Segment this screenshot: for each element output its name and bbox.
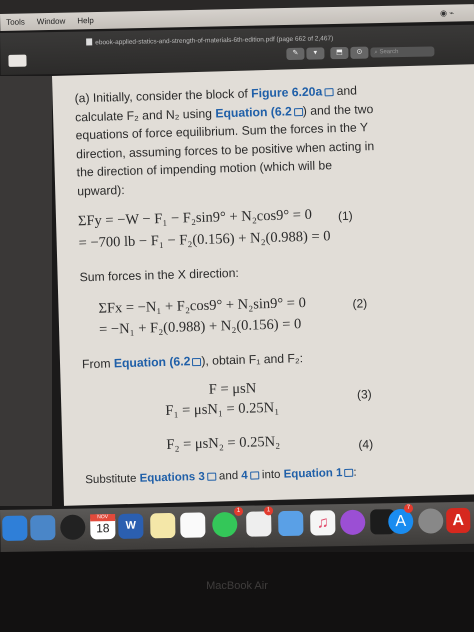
laptop-brand: MacBook Air xyxy=(206,580,268,592)
menu-tools[interactable]: Tools xyxy=(6,17,25,27)
photos-badge: 1 xyxy=(264,506,273,515)
markup-button[interactable]: ✎ xyxy=(286,48,304,60)
system-preferences-icon[interactable] xyxy=(418,508,443,533)
finder-icon[interactable] xyxy=(2,516,27,541)
menu-window[interactable]: Window xyxy=(36,16,66,27)
status-icons: ◉ ⌁ xyxy=(439,8,455,18)
app-store-badge: 7 xyxy=(404,504,413,513)
app-store-icon[interactable]: A xyxy=(388,509,413,534)
subst-text-4: : xyxy=(353,466,357,479)
calendar-icon[interactable] xyxy=(90,514,115,539)
markup-dropdown-icon[interactable]: ▾ xyxy=(306,47,324,59)
pdf-icon xyxy=(86,38,92,45)
notes-icon[interactable] xyxy=(150,513,175,538)
equation-1-link[interactable]: Equation 1 xyxy=(283,467,343,481)
search-icon: ⌕ xyxy=(374,49,378,56)
sidebar-toggle-button[interactable] xyxy=(8,55,26,67)
equation-4-number: (4) xyxy=(358,437,374,452)
acrobat-icon[interactable]: A xyxy=(446,508,470,533)
window-left-edge xyxy=(0,76,52,506)
equation-1-number: (1) xyxy=(337,208,353,224)
substitute-text xyxy=(85,464,357,490)
podcasts-icon[interactable] xyxy=(340,510,365,535)
calendar-day: 18 xyxy=(96,521,110,536)
book-icon[interactable] xyxy=(294,108,303,116)
book-icon[interactable] xyxy=(324,88,333,96)
equation-3-number: (3) xyxy=(356,387,372,402)
search-field[interactable] xyxy=(370,46,434,57)
from-text-2: ), obtain F₁ and F₂: xyxy=(201,351,304,368)
equation-3-line-1: F = μsN xyxy=(208,380,257,398)
screen-icon[interactable] xyxy=(278,511,303,536)
equation-2-number: (2) xyxy=(352,296,368,311)
pdf-page xyxy=(52,64,474,506)
laptop-bezel xyxy=(0,552,474,632)
from-text-1: From xyxy=(81,356,115,372)
equation-2-line-1: ΣFx = −N₁ + F₂cos9° + N₂sin9° = 0 xyxy=(98,295,307,317)
equation-2-line-2: = −N₁ + F₂(0.988) + N₂(0.156) = 0 xyxy=(98,316,302,338)
subst-text-2: and xyxy=(215,469,242,483)
music-icon[interactable]: ♫ xyxy=(310,510,335,535)
equation-1-line-1: ΣFy = −W − F₁ − F₂sin9° + N₂cos9° = 0 xyxy=(77,206,313,230)
word-icon[interactable]: W xyxy=(118,514,143,539)
para-a-text-2: and calculate F₂ and N₂ using xyxy=(74,83,358,124)
search-placeholder: Search xyxy=(379,49,399,56)
paragraph-a xyxy=(74,81,377,200)
equation-6-2-link-2[interactable]: Equation (6.2 xyxy=(113,354,191,371)
para-a-text-3: ) and the two equations of force equilibrium. Sum the forces in the Y direction, assuming forces to be positive when acting in the direction of impending motion (which will be upward): xyxy=(75,101,375,198)
equation-6-2-link[interactable]: Equation (6.2 xyxy=(215,103,293,120)
book-icon[interactable] xyxy=(250,471,259,479)
launchpad-icon[interactable] xyxy=(60,515,85,540)
menu-help[interactable]: Help xyxy=(77,16,94,26)
book-icon[interactable] xyxy=(207,473,216,481)
preview-icon[interactable] xyxy=(30,515,55,540)
figure-6-20a-link[interactable]: Figure 6.20a xyxy=(250,84,323,101)
reminders-icon[interactable] xyxy=(180,512,205,537)
dock xyxy=(0,502,474,552)
sum-x-text: Sum forces in the X direction: xyxy=(79,265,239,285)
messages-badge: 1 xyxy=(234,507,243,516)
subst-text-3: into xyxy=(258,468,284,482)
share-button[interactable]: ⬒ xyxy=(330,47,348,59)
para-a-text-1: (a) Initially, consider the block of xyxy=(74,86,252,106)
equation-4-line: F₂ = μsN₂ = 0.25N₂ xyxy=(166,433,281,453)
equation-3-line-2: F₁ = μsN₁ = 0.25N₁ xyxy=(165,399,280,419)
messages-icon[interactable] xyxy=(212,512,237,537)
equation-1-line-2: = −700 lb − F₁ − F₂(0.156) + N₂(0.988) = 0 xyxy=(78,228,331,252)
equation-4-link[interactable]: 4 xyxy=(241,469,248,482)
from-equation-text xyxy=(82,349,303,374)
rotate-button[interactable]: ⊙ xyxy=(350,47,368,59)
document-title xyxy=(86,34,333,46)
document-title-text: ebook-applied-statics-and-strength-of-materials-6th-edition.pdf (page 662 of 2,467) xyxy=(95,35,334,47)
calendar-month: NOV xyxy=(90,514,115,521)
equation-3-link[interactable]: Equations 3 xyxy=(139,470,205,485)
subst-text-1: Substitute xyxy=(85,472,140,487)
